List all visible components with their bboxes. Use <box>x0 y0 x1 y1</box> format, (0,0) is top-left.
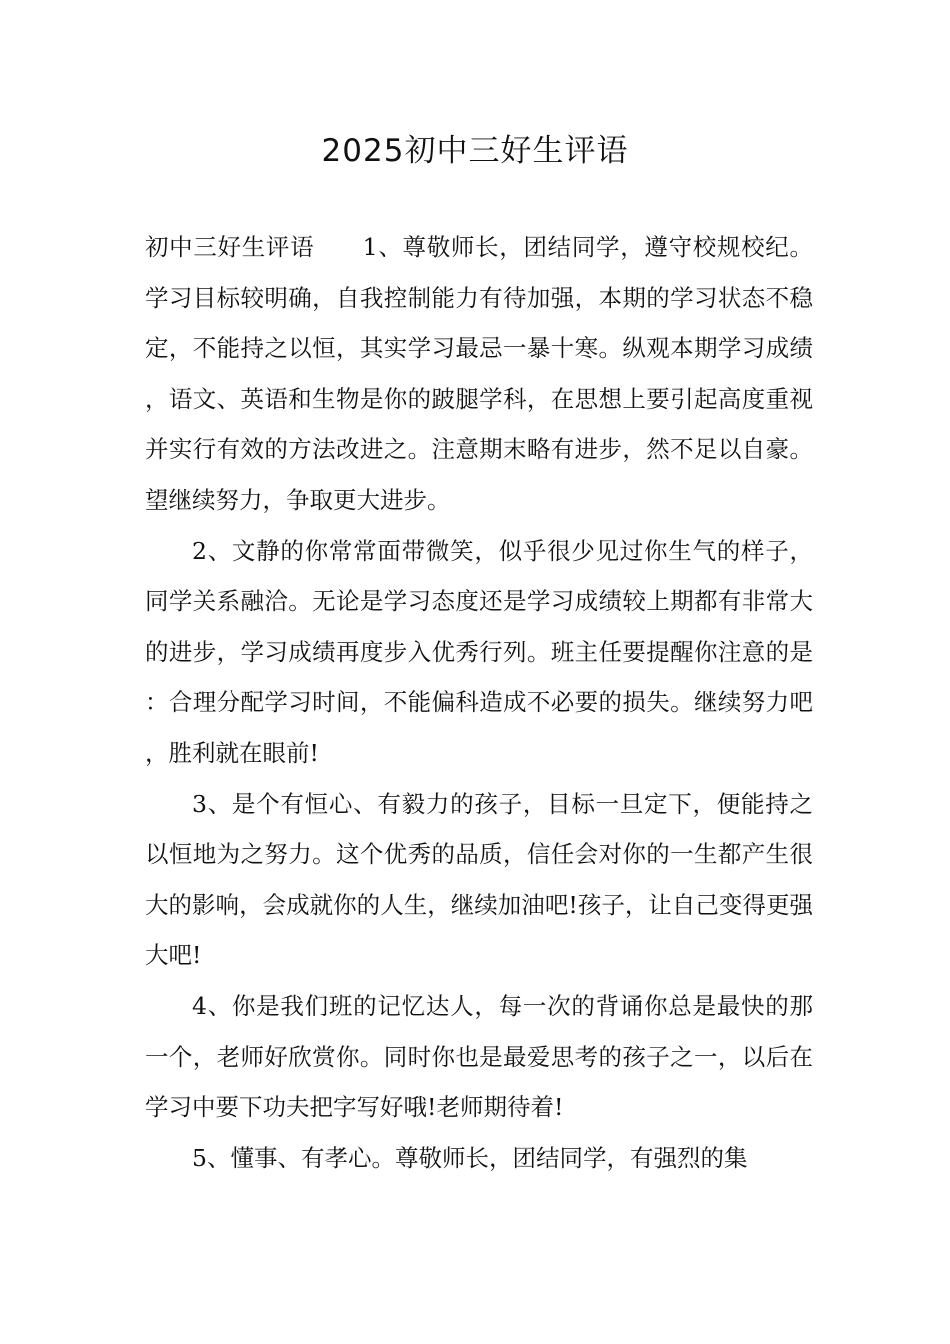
paragraph-comment-2: 2、文静的你常常面带微笑，似乎很少见过你生气的样子，同学关系融洽。无论是学习态度还是学习成绩较上期都有非常大的进步，学习成绩再度步入优秀行列。班主任要提醒你注意的是：合理分配学习时间，不能偏科造成不必要的损失。继续努力吧，胜利就在眼前! <box>145 536 813 767</box>
paragraph-comment-4: 4、你是我们班的记忆达人，每一次的背诵你总是最快的那一个，老师好欣赏你。同时你也是最爱思考的孩子之一，以后在学习中要下功夫把字写好哦!老师期待着! <box>145 991 813 1122</box>
document-title: 2025初中三好生评语 <box>321 133 629 169</box>
paragraph-comment-3: 3、是个有恒心、有毅力的孩子，目标一旦定下，便能持之以恒地为之努力。这个优秀的品质，信任会对你的一生都产生很大的影响，会成就你的人生，继续加油吧!孩子，让自己变得更强大吧! <box>145 789 813 970</box>
document-body <box>145 222 813 1183</box>
paragraph-intro: 初中三好生评语 1、尊敬师长，团结同学，遵守校规校纪。学习目标较明确，自我控制能力有待加强，本期的学习状态不稳定，不能持之以恒，其实学习最忌一暴十寒。纵观本期学习成绩，语文、英语和生物是你的跛腿学科，在思想上要引起高度重视并实行有效的方法改进之。注意期末略有进步，然不足以自豪。望继续努力，争取更大进步。 <box>145 233 813 514</box>
paragraph-comment-5: 5、懂事、有孝心。尊敬师长，团结同学，有强烈的集 <box>192 1143 748 1172</box>
